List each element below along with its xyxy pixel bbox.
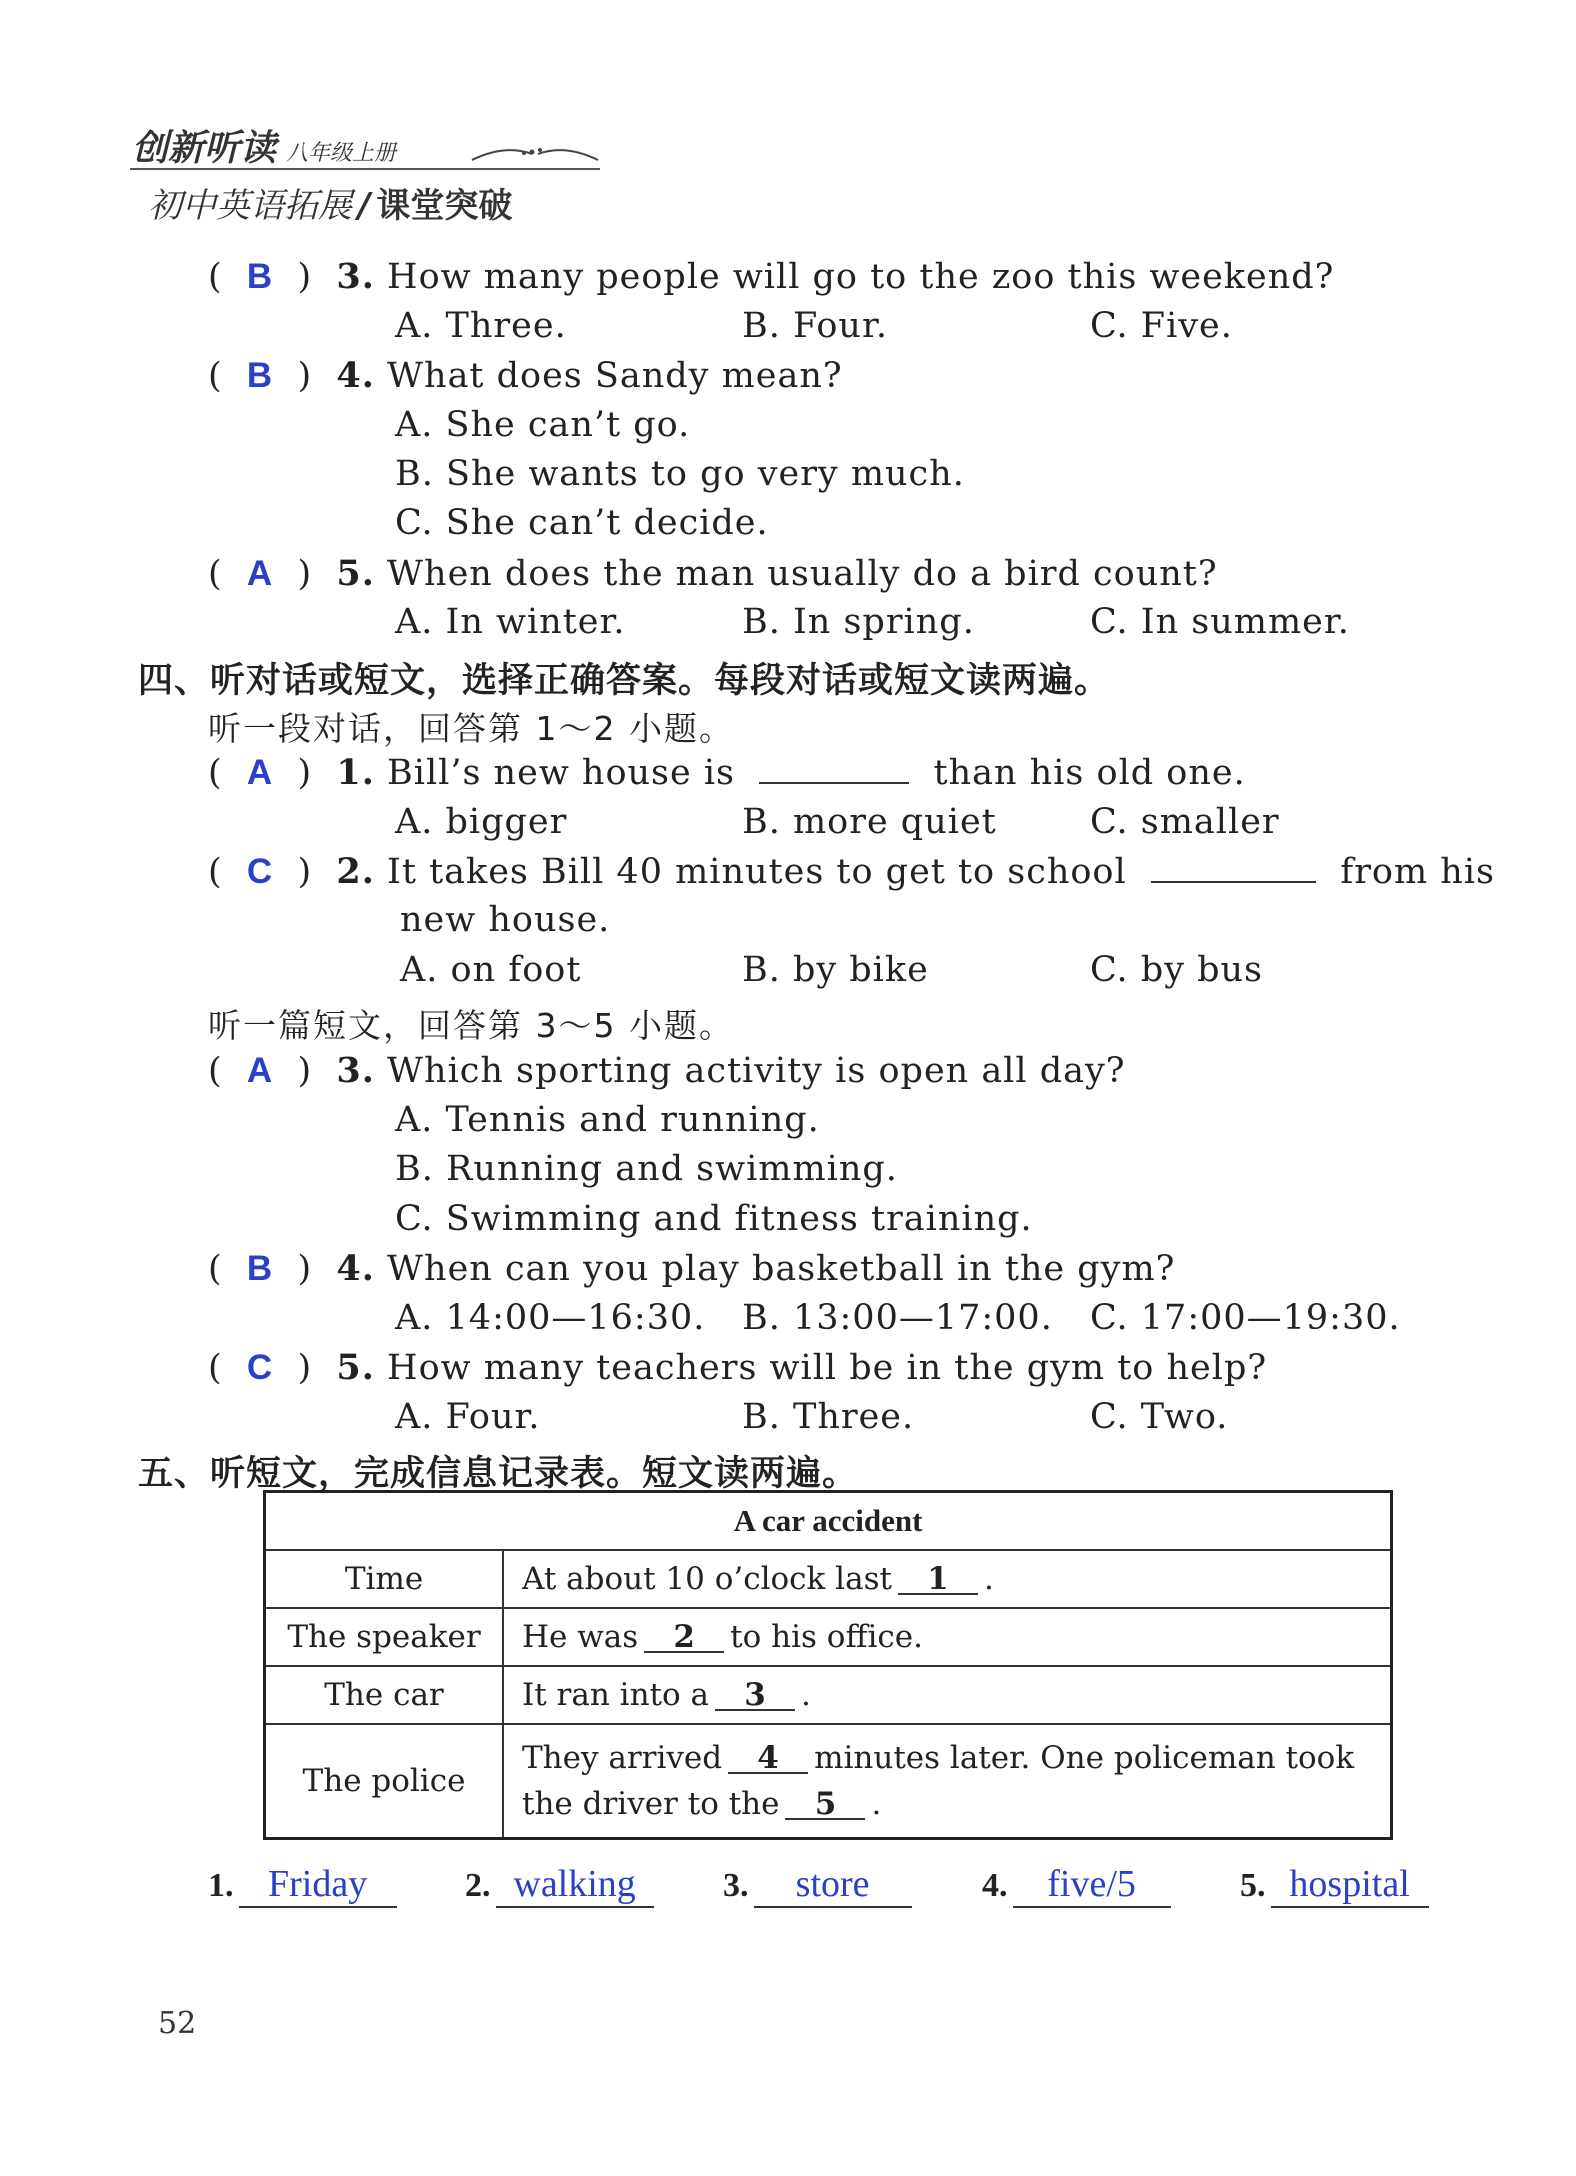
row-text: At about 10 o’clock last <box>522 1561 892 1597</box>
p4-q5-number: 5. <box>336 1347 375 1388</box>
p3-q3-option-c: C. Five. <box>1090 306 1233 346</box>
row-text: It ran into a <box>522 1677 710 1713</box>
p4-q4: ( B ) 4. When can you play basketball in the gym? <box>208 1248 1176 1289</box>
part5-title: 五、听短文，完成信息记录表。短文读两遍。 <box>138 1454 859 1494</box>
p4-q1-option-a: A. bigger <box>395 802 568 842</box>
header-subtitle-text: 初中英语拓展 <box>148 186 352 226</box>
row-label-police: The police <box>265 1724 504 1839</box>
p3-q4: ( B ) 4. What does Sandy mean? <box>208 355 843 396</box>
header-slash: / <box>358 186 371 226</box>
answer-2-number: 2. <box>465 1867 491 1904</box>
p4-q2: ( C ) 2. It takes Bill 40 minutes to get to school from his <box>208 851 1496 892</box>
header-subtitle <box>148 178 512 227</box>
answer-5-number: 5. <box>1240 1867 1266 1904</box>
answer-2-value: walking <box>496 1862 654 1908</box>
row-label-car: The car <box>265 1666 504 1724</box>
header-ornament <box>470 140 600 170</box>
p4-q4-answer: B <box>246 1249 274 1288</box>
answer-5 <box>1240 1862 1429 1908</box>
p4-q3-option-a: A. Tennis and running. <box>395 1100 820 1140</box>
table-row <box>265 1550 1392 1608</box>
row-text: the driver to the <box>522 1786 780 1822</box>
answer-1 <box>208 1862 397 1908</box>
p4-q3: ( A ) 3. Which sporting activity is open all day? <box>208 1050 1126 1091</box>
p3-q3: ( B ) 3. How many people will go to the zoo this weekend? <box>208 256 1335 297</box>
blank-2: 2 <box>644 1623 724 1653</box>
p4-q1-answer: A <box>246 753 274 792</box>
p4-q2-number: 2. <box>336 851 375 892</box>
record-table <box>263 1490 1393 1840</box>
p4-q2-blank <box>1151 851 1316 883</box>
answer-4 <box>982 1862 1171 1908</box>
part4-intro-2: 听一篇短文，回答第 3～5 小题。 <box>208 1006 734 1045</box>
p4-q5-option-c: C. Two. <box>1090 1397 1229 1437</box>
table-row <box>265 1666 1392 1724</box>
p3-q3-answer: B <box>246 257 274 296</box>
p4-q4-option-a: A. 14:00—16:30. <box>395 1298 706 1338</box>
p4-q3-option-c: C. Swimming and fitness training. <box>395 1199 1033 1239</box>
answer-2 <box>465 1862 654 1908</box>
answer-3 <box>723 1862 912 1908</box>
row-label-time: Time <box>265 1550 504 1608</box>
p4-q2-pre: It takes Bill 40 minutes to get to school <box>387 852 1127 892</box>
p3-q4-number: 4. <box>336 355 375 396</box>
p3-q4-option-b: B. She wants to go very much. <box>395 454 965 494</box>
p4-q5-answer: C <box>246 1348 274 1387</box>
p3-q4-answer: B <box>246 356 274 395</box>
p4-q5-option-b: B. Three. <box>742 1397 915 1437</box>
p4-q4-option-b: B. 13:00—17:00. <box>742 1298 1053 1338</box>
p4-q5-text: How many teachers will be in the gym to help? <box>387 1348 1268 1388</box>
row-text: to his office. <box>730 1619 923 1655</box>
p4-q3-number: 3. <box>336 1050 375 1091</box>
answer-1-number: 1. <box>208 1867 234 1904</box>
row-content-car <box>503 1666 1392 1724</box>
row-text: They arrived <box>522 1740 723 1776</box>
p4-q5: ( C ) 5. How many teachers will be in the gym to help? <box>208 1347 1268 1388</box>
header-underline <box>130 168 600 170</box>
answer-1-value: Friday <box>239 1862 397 1908</box>
blank-4: 4 <box>728 1744 808 1774</box>
answer-4-value: five/5 <box>1013 1862 1171 1908</box>
header-section: 课堂突破 <box>376 186 513 226</box>
p4-q3-option-b: B. Running and swimming. <box>395 1149 898 1189</box>
answer-4-number: 4. <box>982 1867 1008 1904</box>
p4-q2-post: from his <box>1340 852 1496 892</box>
p3-q3-text: How many people will go to the zoo this weekend? <box>387 257 1335 297</box>
table-title: A car accident <box>265 1492 1392 1551</box>
row-text: . <box>983 1561 994 1597</box>
table-row <box>265 1608 1392 1666</box>
p4-q2-option-a: A. on foot <box>400 950 582 990</box>
row-content-police <box>503 1724 1392 1839</box>
p4-q2-answer: C <box>246 852 274 891</box>
answer-3-value: store <box>754 1862 912 1908</box>
row-text: . <box>871 1786 882 1822</box>
row-text: minutes later. One policeman took <box>814 1740 1355 1776</box>
p3-q5-number: 5. <box>336 553 375 594</box>
p3-q3-option-a: A. Three. <box>395 306 567 346</box>
blank-3: 3 <box>715 1681 795 1711</box>
p4-q4-option-c: C. 17:00—19:30. <box>1090 1298 1401 1338</box>
p3-q4-option-a: A. She can’t go. <box>395 405 691 445</box>
p4-q5-option-a: A. Four. <box>395 1397 541 1437</box>
p4-q1-option-c: C. smaller <box>1090 802 1280 842</box>
p4-q2-cont: new house. <box>400 900 611 940</box>
header-brand: 创新听读 <box>132 128 277 169</box>
row-text: He was <box>522 1619 639 1655</box>
answer-3-number: 3. <box>723 1867 749 1904</box>
p4-q2-option-c: C. by bus <box>1090 950 1263 990</box>
p3-q4-text: What does Sandy mean? <box>387 356 843 396</box>
p4-q3-answer: A <box>246 1051 274 1090</box>
table-row <box>265 1492 1392 1551</box>
p4-q1-number: 1. <box>336 752 375 793</box>
p3-q5: ( A ) 5. When does the man usually do a bird count? <box>208 553 1218 594</box>
p4-q1: ( A ) 1. Bill’s new house is than his old one. <box>208 752 1246 793</box>
p3-q5-option-c: C. In summer. <box>1090 602 1350 642</box>
p4-q1-post: than his old one. <box>933 753 1246 793</box>
row-label-speaker: The speaker <box>265 1608 504 1666</box>
p4-q4-number: 4. <box>336 1248 375 1289</box>
p4-q3-text: Which sporting activity is open all day? <box>387 1051 1126 1091</box>
p3-q5-text: When does the man usually do a bird count? <box>387 554 1218 594</box>
p4-q4-text: When can you play basketball in the gym? <box>387 1249 1176 1289</box>
row-content-time <box>503 1550 1392 1608</box>
table-row <box>265 1724 1392 1839</box>
row-content-speaker <box>503 1608 1392 1666</box>
p3-q5-option-b: B. In spring. <box>742 602 975 642</box>
p3-q4-option-c: C. She can’t decide. <box>395 503 769 543</box>
blank-1: 1 <box>898 1565 978 1595</box>
p4-q1-pre: Bill’s new house is <box>387 753 736 793</box>
answer-5-value: hospital <box>1271 1862 1429 1908</box>
p4-q1-option-b: B. more quiet <box>742 802 997 842</box>
p4-q1-blank <box>759 752 909 784</box>
p3-q5-answer: A <box>246 554 274 593</box>
part4-title: 四、听对话或短文，选择正确答案。每段对话或短文读两遍。 <box>138 661 1111 701</box>
header-grade: 八年级上册 <box>286 141 397 166</box>
p4-q2-option-b: B. by bike <box>742 950 929 990</box>
p3-q5-option-a: A. In winter. <box>395 602 626 642</box>
p3-q3-option-b: B. Four. <box>742 306 888 346</box>
p3-q3-number: 3. <box>336 256 375 297</box>
blank-5: 5 <box>785 1790 865 1820</box>
page-number: 52 <box>158 2006 197 2041</box>
row-text: . <box>801 1677 811 1713</box>
part4-intro-1: 听一段对话，回答第 1～2 小题。 <box>208 709 734 748</box>
